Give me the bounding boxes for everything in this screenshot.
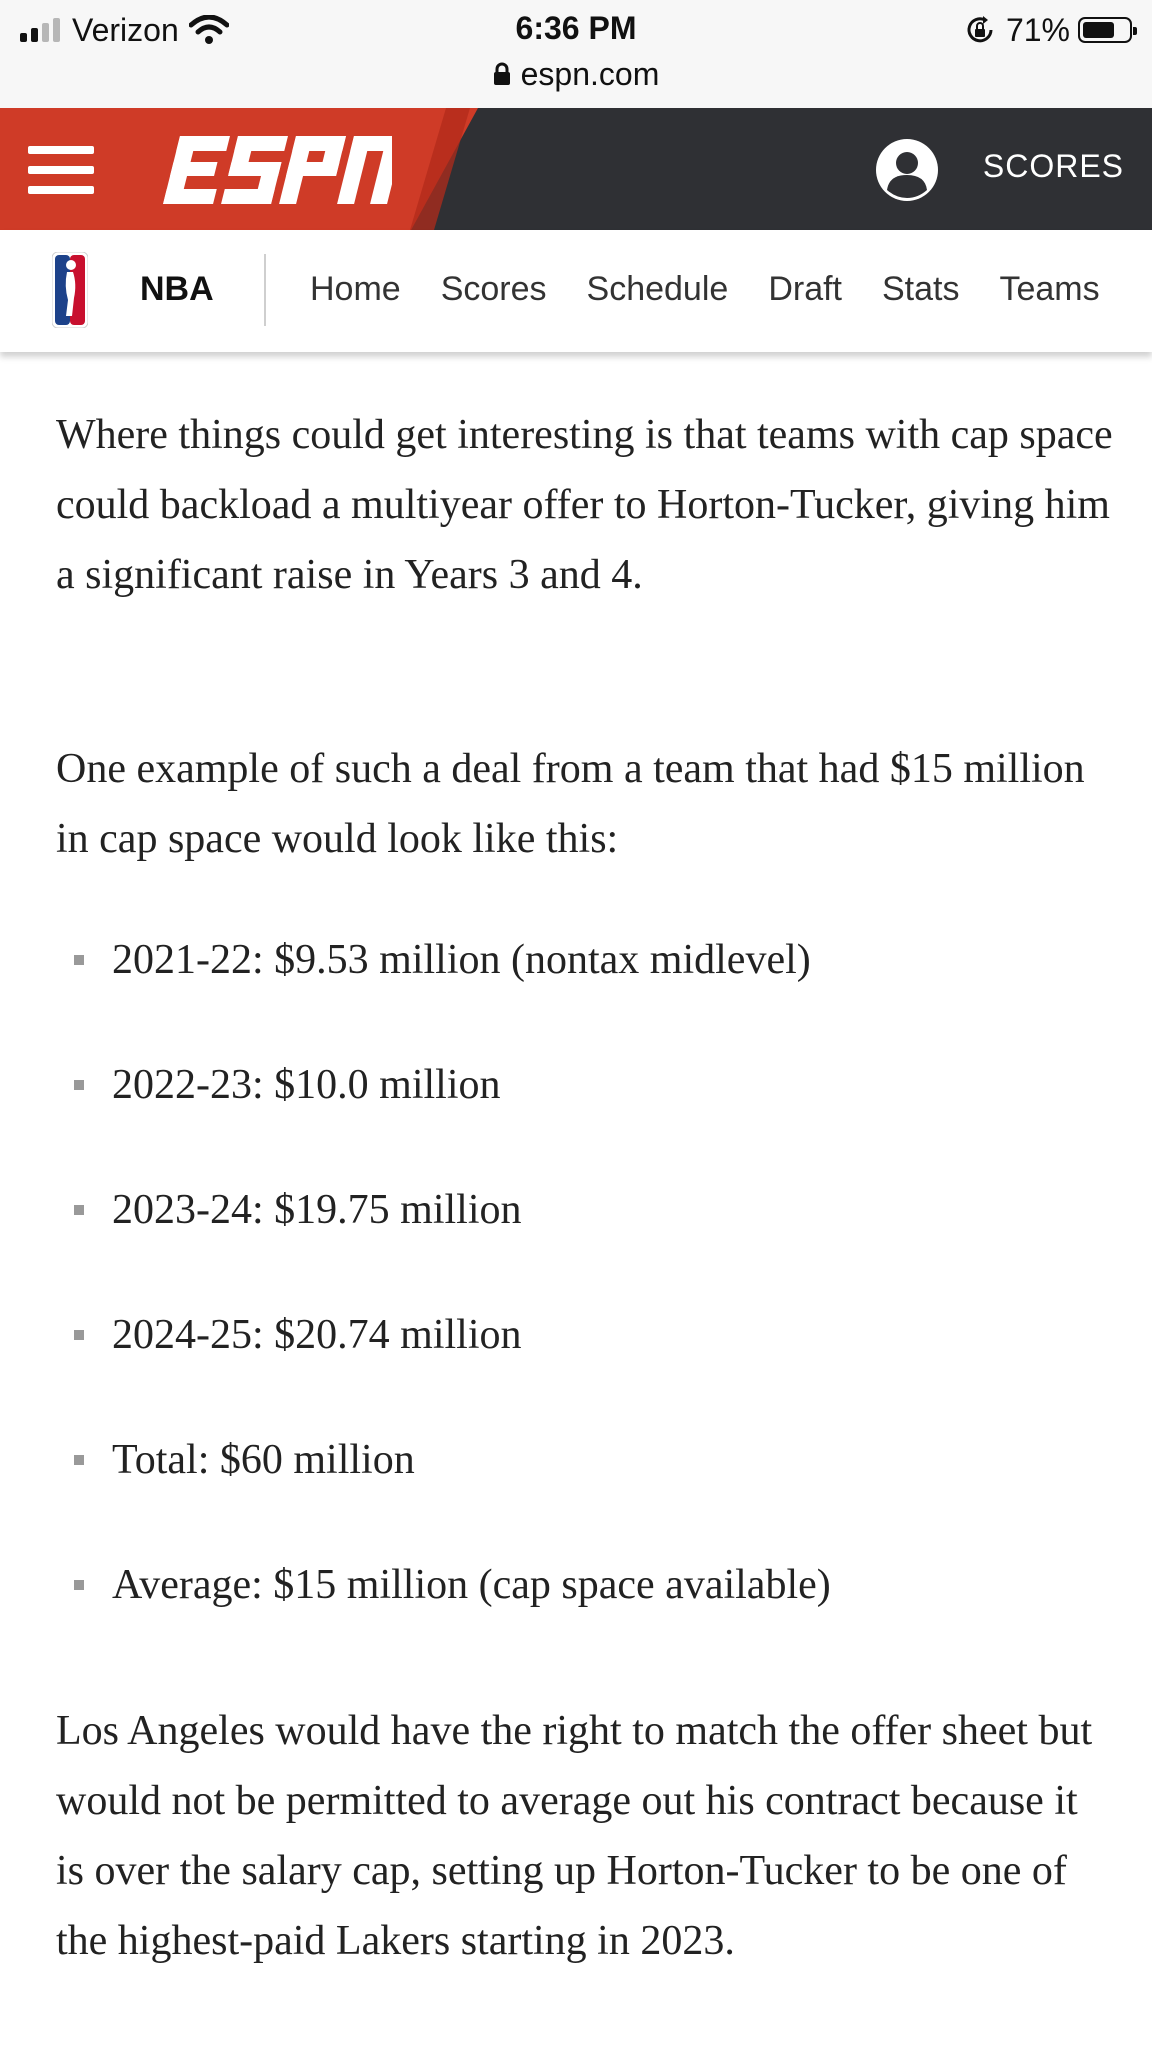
bullet-square-icon — [74, 1580, 84, 1590]
article-paragraph: Where things could get interesting is that teams with cap space could backload a multiyear offer to Horton-Tucker, giving him a significant raise in Years 3 and 4. — [56, 412, 1113, 598]
menu-button[interactable] — [28, 146, 94, 194]
contract-breakdown-list — [56, 925, 1116, 1675]
list-item-text: 2024-25: $20.74 million — [112, 1312, 522, 1358]
list-item-text: Total: $60 million — [112, 1437, 415, 1483]
espn-header — [0, 108, 1152, 230]
subnav-link-draft[interactable]: Draft — [768, 270, 842, 308]
league-subnav — [0, 230, 1152, 352]
list-item — [56, 1425, 1116, 1550]
status-right — [964, 12, 1132, 48]
list-item — [56, 1050, 1116, 1175]
address-bar[interactable] — [0, 52, 1152, 96]
subnav-link-schedule[interactable]: Schedule — [586, 270, 729, 308]
subnav-link-teams[interactable]: Teams — [999, 270, 1100, 308]
subnav-link-home[interactable]: Home — [310, 270, 401, 308]
subnav-divider — [264, 254, 266, 326]
list-item — [56, 925, 1116, 1050]
espn-logo[interactable] — [152, 128, 392, 212]
subnav-link-scores[interactable]: Scores — [440, 270, 547, 308]
battery-percent: 71% — [1005, 11, 1070, 48]
bullet-square-icon — [74, 1330, 84, 1340]
espn-logo-text: ESPN — [152, 128, 155, 129]
rotation-lock-icon — [964, 14, 996, 46]
list-item-text: 2023-24: $19.75 million — [112, 1187, 522, 1233]
subnav-links — [310, 270, 1140, 309]
bullet-square-icon — [74, 955, 84, 965]
bullet-square-icon — [74, 1080, 84, 1090]
list-item-text: 2021-22: $9.53 million (nontax midlevel) — [112, 937, 811, 983]
list-item-text: Average: $15 million (cap space available) — [112, 1562, 831, 1608]
bullet-square-icon — [74, 1205, 84, 1215]
carrier-name: Verizon — [72, 11, 179, 48]
account-icon[interactable] — [875, 138, 939, 202]
list-item-text: 2022-23: $10.0 million — [112, 1062, 501, 1108]
status-bar — [0, 0, 1152, 108]
scores-link[interactable]: SCORES — [982, 148, 1124, 184]
subnav-link-stats[interactable]: Stats — [882, 270, 960, 308]
battery-icon — [1078, 17, 1132, 43]
league-name[interactable]: NBA — [140, 270, 214, 308]
article-paragraph: Los Angeles would have the right to match the offer sheet but would not be permitted to average out his contract because it is over the salary cap, setting up Horton-Tucker to be one of the highest-paid Lakers starting in 2023. — [56, 1708, 1093, 1964]
lock-icon — [493, 62, 511, 86]
list-item — [56, 1175, 1116, 1300]
article-paragraph: One example of such a deal from a team that had $15 million in cap space would look like this: — [56, 746, 1085, 862]
bullet-square-icon — [74, 1455, 84, 1465]
list-item — [56, 1550, 1116, 1675]
battery-fill — [1083, 22, 1114, 38]
url-text: espn.com — [520, 55, 660, 92]
clock: 6:36 PM — [515, 10, 637, 46]
list-item — [56, 1300, 1116, 1425]
nba-logo-icon[interactable] — [52, 252, 88, 328]
